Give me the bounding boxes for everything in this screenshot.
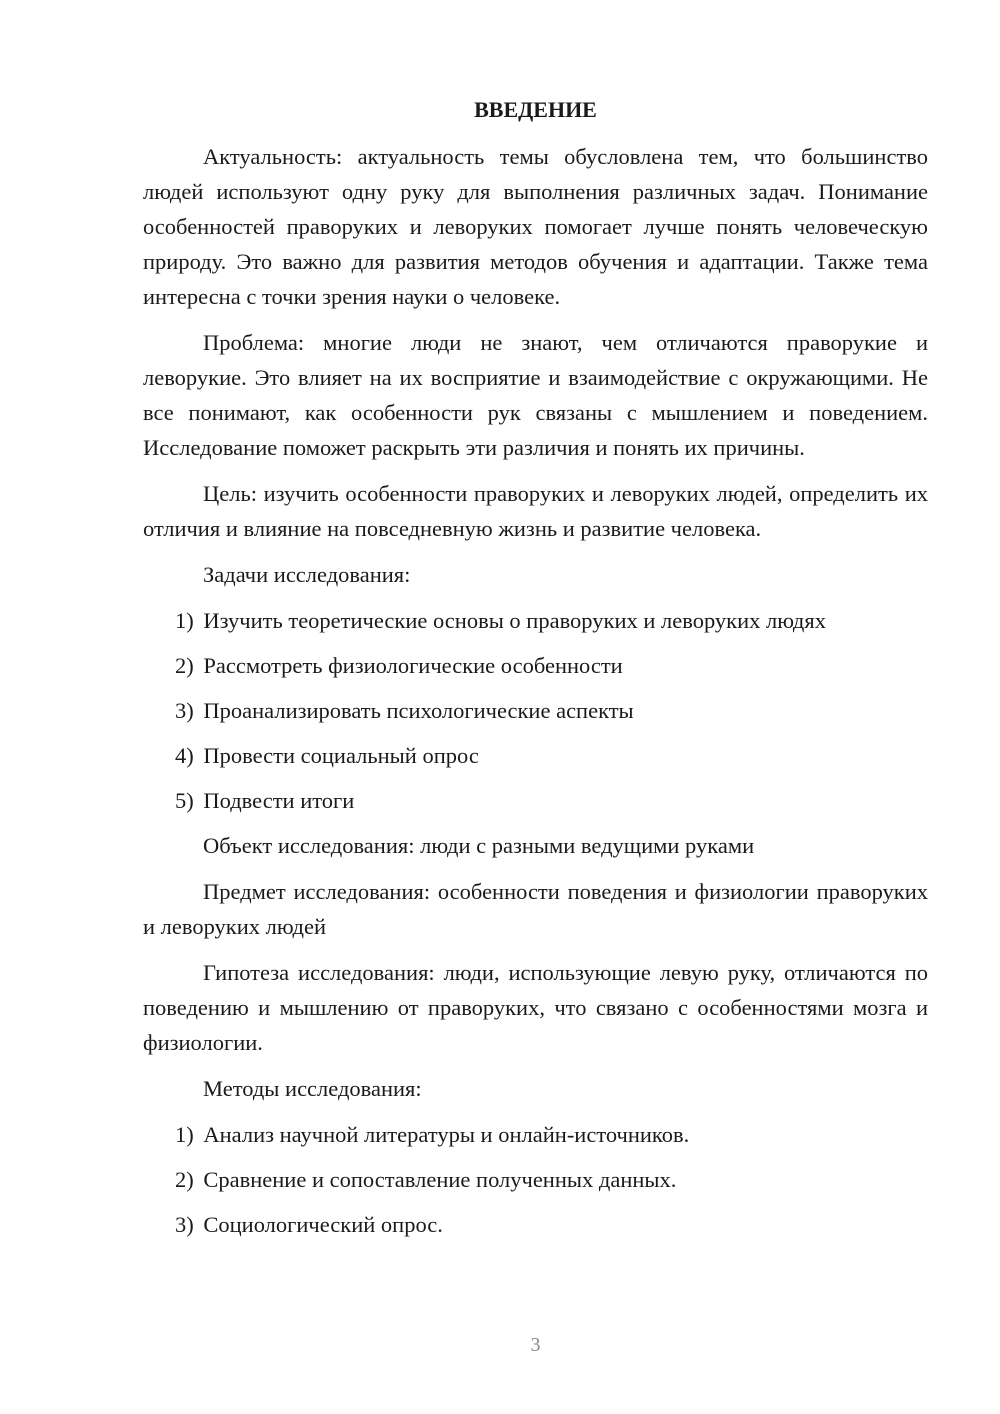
list-item-text: Анализ научной литературы и онлайн-источников. bbox=[203, 1122, 690, 1147]
methods-heading: Методы исследования: bbox=[203, 1076, 422, 1101]
list-item-number: 3) bbox=[175, 698, 200, 723]
list-item bbox=[143, 603, 928, 638]
list-item bbox=[143, 648, 928, 683]
goal-paragraph: Цель: изучить особенности праворуких и леворуких людей, определить их отличия и влияние на повседневную жизнь и развитие человека. bbox=[143, 481, 928, 541]
list-item bbox=[143, 1117, 928, 1152]
list-item-text: Рассмотреть физиологические особенности bbox=[203, 653, 623, 678]
list-item-number: 4) bbox=[175, 743, 200, 768]
tasks-list bbox=[143, 603, 928, 818]
list-item bbox=[143, 738, 928, 773]
subject-paragraph: Предмет исследования: особенности поведения и физиологии праворуких и леворуких людей bbox=[143, 879, 928, 939]
list-item-text: Сравнение и сопоставление полученных данных. bbox=[203, 1167, 677, 1192]
list-item-number: 2) bbox=[175, 653, 200, 678]
object-paragraph: Объект исследования: люди с разными ведущими руками bbox=[203, 833, 755, 858]
list-item bbox=[143, 693, 928, 728]
list-item-number: 1) bbox=[175, 608, 200, 633]
hypothesis-paragraph: Гипотеза исследования: люди, использующие левую руку, отличаются по поведению и мышлению от праворуких, что связано с особенностями мозга и физиологии. bbox=[143, 960, 928, 1055]
list-item-text: Социологический опрос. bbox=[203, 1212, 443, 1237]
problem-paragraph: Проблема: многие люди не знают, чем отличаются праворукие и леворукие. Это влияет на их восприятие и взаимодействие с окружающими. Не все понимают, как особенности рук связаны с мышлением и поведением. Исследование поможет раскрыть эти различия и понять их причины. bbox=[143, 330, 928, 460]
list-item-number: 5) bbox=[175, 788, 200, 813]
document-page bbox=[143, 92, 928, 1252]
list-item-text: Изучить теоретические основы о праворуких и леворуких людях bbox=[203, 608, 826, 633]
list-item-text: Провести социальный опрос bbox=[203, 743, 479, 768]
methods-list bbox=[143, 1117, 928, 1242]
list-item-text: Подвести итоги bbox=[203, 788, 355, 813]
list-item-text: Проанализировать психологические аспекты bbox=[203, 698, 634, 723]
list-item-number: 2) bbox=[175, 1167, 200, 1192]
list-item bbox=[143, 1162, 928, 1197]
page-number: 3 bbox=[530, 1334, 541, 1356]
list-item-number: 1) bbox=[175, 1122, 200, 1147]
list-item bbox=[143, 783, 928, 818]
relevance-paragraph: Актуальность: актуальность темы обусловлена тем, что большинство людей используют одну руку для выполнения различных задач. Понимание особенностей праворуких и леворуких помогает лучше понять человеческую природу. Это важно для развития методов обучения и адаптации. Также тема интересна с точки зрения науки о человеке. bbox=[143, 144, 928, 309]
list-item-number: 3) bbox=[175, 1212, 200, 1237]
page-title: ВВЕДЕНИЕ bbox=[474, 97, 597, 122]
tasks-heading: Задачи исследования: bbox=[203, 562, 411, 587]
list-item bbox=[143, 1207, 928, 1242]
